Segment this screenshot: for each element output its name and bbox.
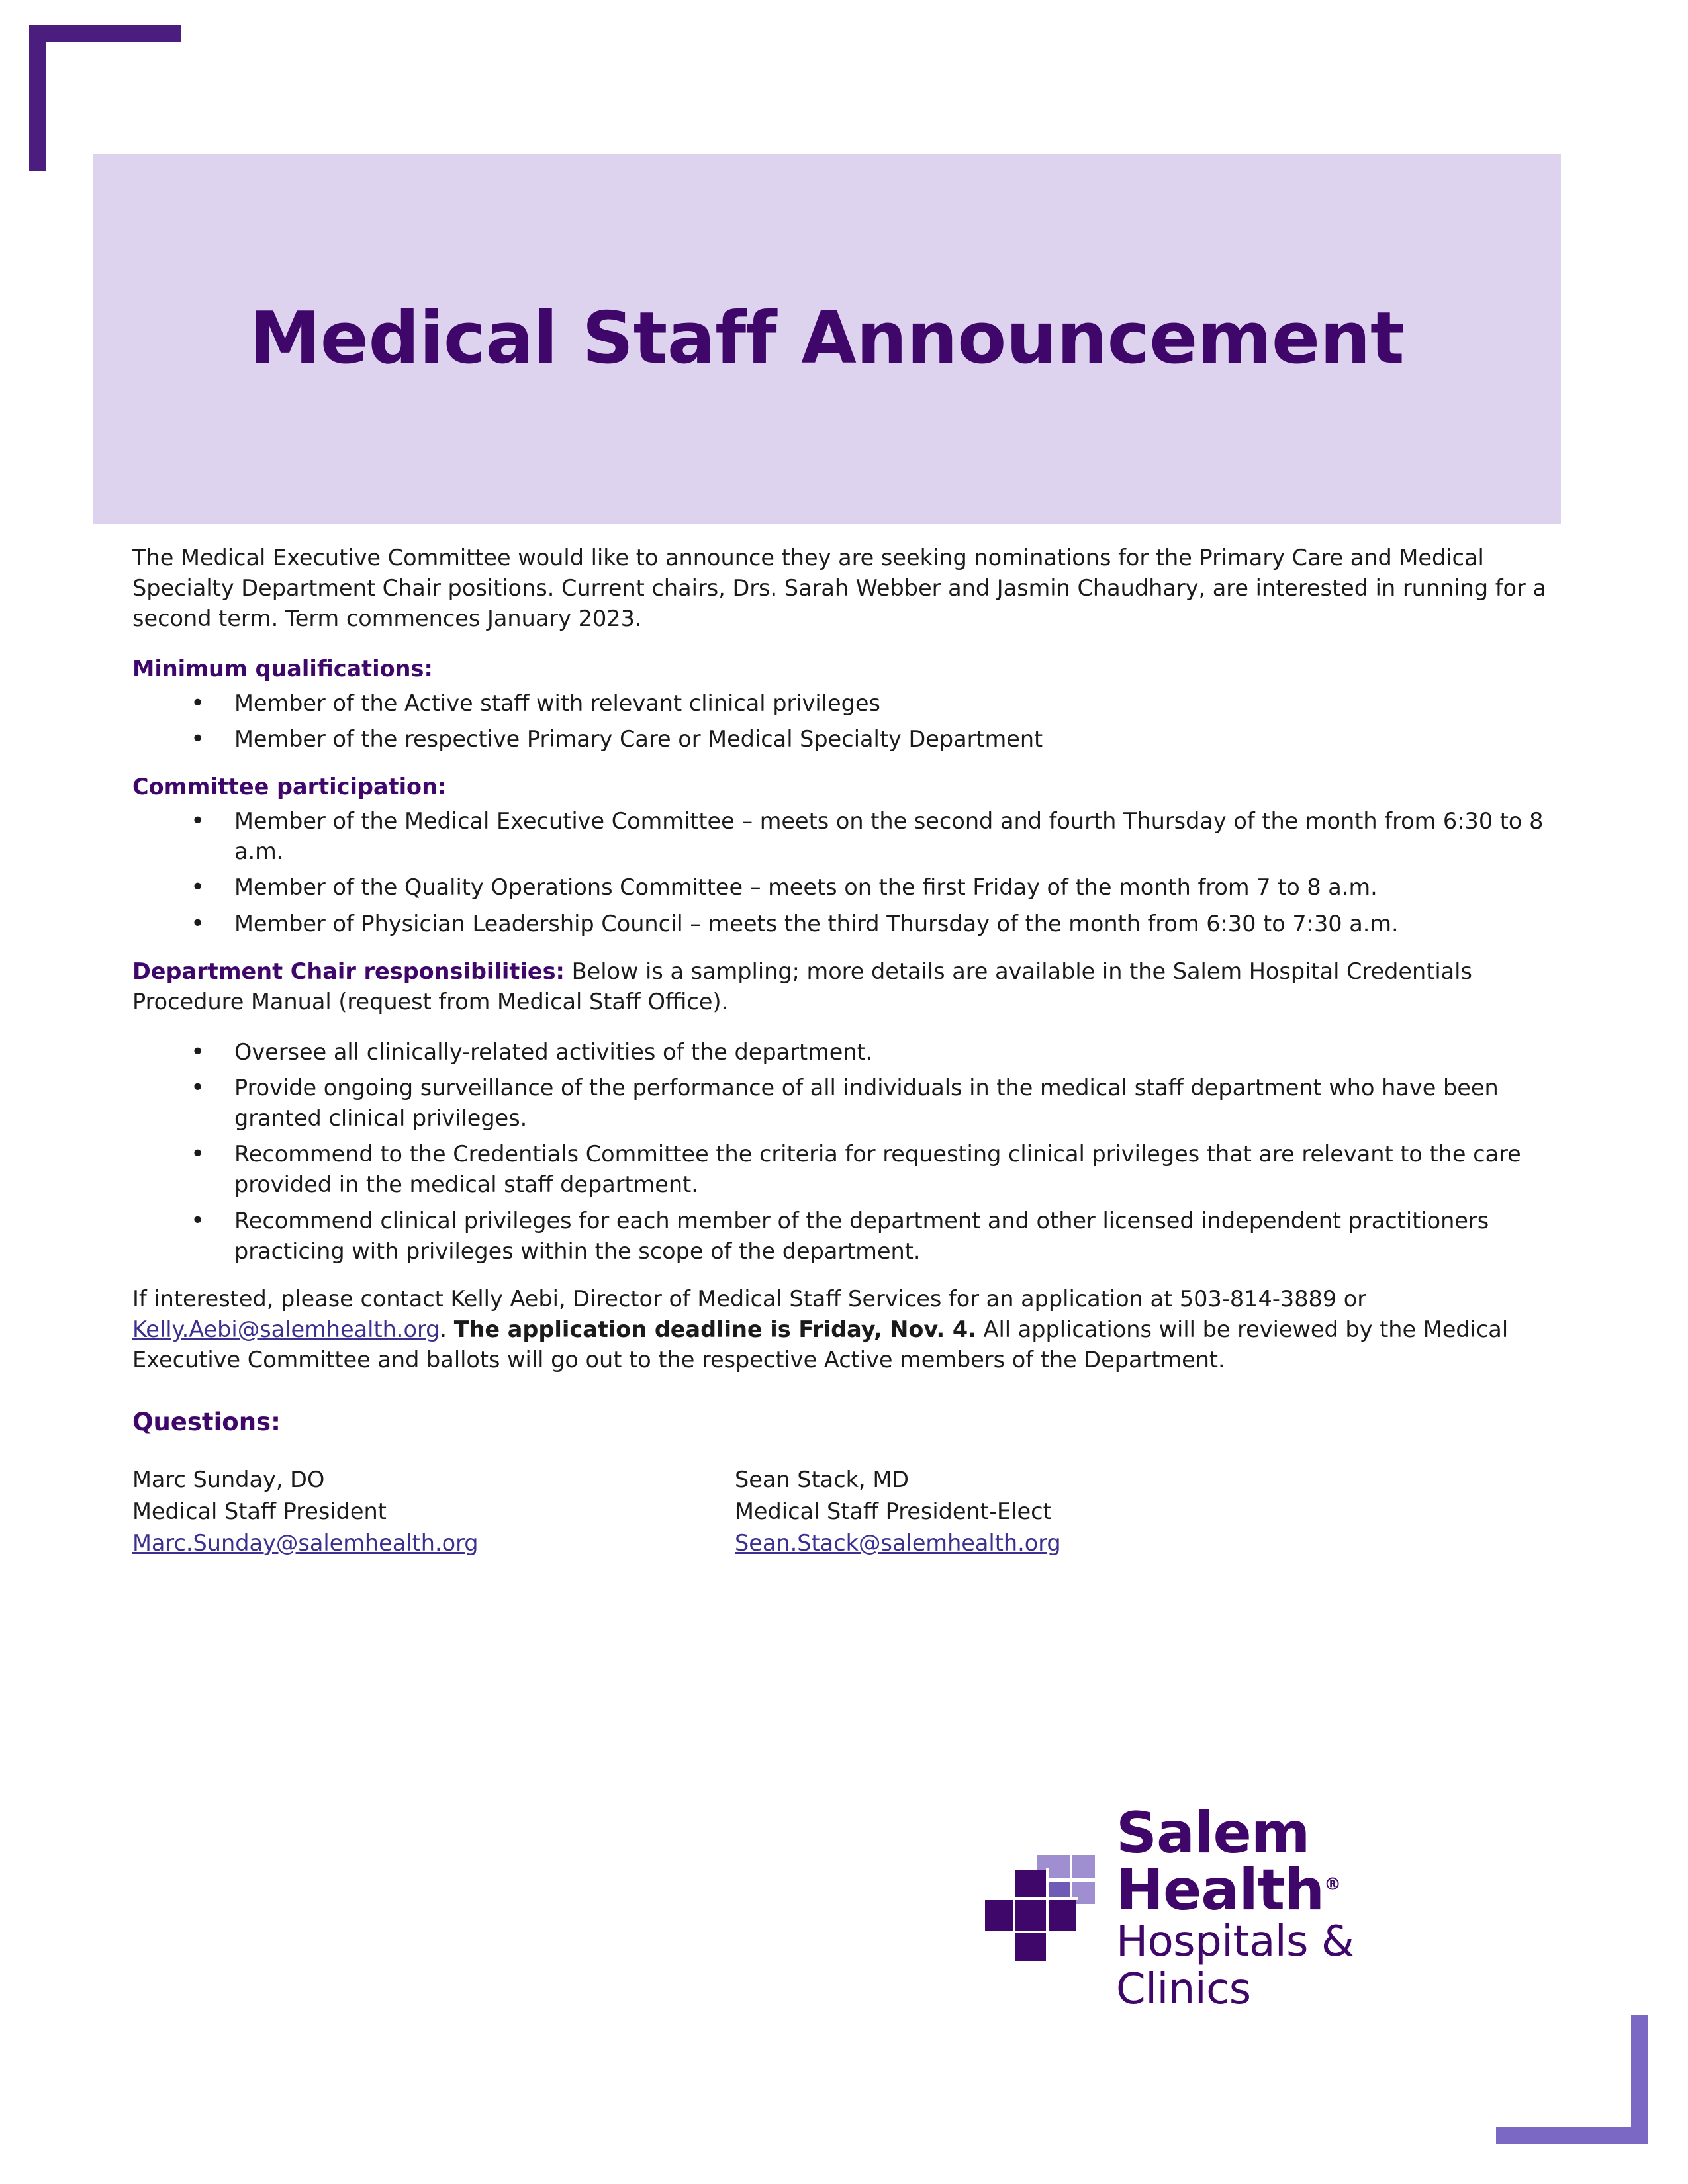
contact-paragraph	[132, 1284, 1562, 1375]
responsibilities-heading: Department Chair responsibilities:	[132, 958, 565, 984]
committee-participation-heading: Committee participation:	[132, 774, 447, 799]
title-banner	[93, 154, 1561, 524]
minimum-qualifications-heading: Minimum qualifications:	[132, 655, 433, 682]
questions-heading: Questions:	[132, 1407, 281, 1436]
salem-health-logo	[973, 1800, 1489, 2014]
application-deadline: The application deadline is Friday, Nov. 4.	[453, 1316, 976, 1342]
signatory-email-link[interactable]: Sean.Stack@salemhealth.org	[735, 1529, 1061, 1556]
decorative-corner-bottom-right	[1496, 2015, 1648, 2144]
list-item: • Member of the respective Primary Care or Medical Specialty Department	[191, 724, 1562, 754]
minimum-qualifications-list	[132, 688, 1562, 754]
decorative-corner-top-left	[29, 25, 181, 171]
responsibilities-list	[132, 1037, 1562, 1267]
contact-text-part-3: All applications will be reviewed by the Medical Executive Committee and ballots will go out to the respective Active members of the Department.	[132, 1316, 1509, 1373]
signatory-role: Medical Staff President-Elect	[735, 1498, 1052, 1524]
list-item: • Member of the Active staff with relevant clinical privileges	[191, 688, 1562, 719]
list-item: • Member of Physician Leadership Council – meets the third Thursday of the month from 6:30 to 7:30 a.m.	[191, 909, 1562, 939]
logo-wordmark	[1116, 1800, 1489, 2014]
signature-left	[132, 1464, 695, 1559]
signature-right	[695, 1464, 1258, 1559]
intro-paragraph: The Medical Executive Committee would like to announce they are seeking nominations for the Primary Care and Medical Specialty Department Chair positions. Current chairs, Drs. Sarah Webber and Jasmin Chaudhary, are interested in running for a second term. Term commences January 2023.	[132, 545, 1546, 631]
signatory-role: Medical Staff President	[132, 1498, 387, 1524]
signatory-name: Marc Sunday, DO	[132, 1467, 325, 1493]
logo-primary-text: Salem Health	[1116, 1800, 1325, 1924]
contact-text-part-2: .	[440, 1316, 454, 1342]
signature-block	[132, 1464, 1258, 1559]
list-item: • Member of the Medical Executive Committee – meets on the second and fourth Thursday of the month from 6:30 to 8 a.m.	[191, 806, 1562, 867]
list-item: • Oversee all clinically-related activities of the department.	[191, 1037, 1562, 1068]
list-item: • Member of the Quality Operations Committee – meets on the first Friday of the month from 7 to 8 a.m.	[191, 872, 1562, 903]
logo-line-2: Hospitals & Clinics	[1116, 1917, 1354, 2014]
signatory-name: Sean Stack, MD	[735, 1467, 910, 1493]
salem-health-cross-icon	[973, 1850, 1099, 1969]
logo-line-1	[1116, 1800, 1489, 1924]
list-item: • Recommend to the Credentials Committee the criteria for requesting clinical privileges that are relevant to the care provided in the medical staff department.	[191, 1139, 1562, 1200]
page-title: Medical Staff Announcement	[249, 296, 1405, 380]
kelly-aebi-email-link[interactable]: Kelly.Aebi@salemhealth.org	[132, 1316, 440, 1342]
committee-participation-list	[132, 806, 1562, 939]
contact-text-part-1: If interested, please contact Kelly Aebi, Director of Medical Staff Services for an application at 503-814-3889 or	[132, 1286, 1367, 1312]
signatory-email-link[interactable]: Marc.Sunday@salemhealth.org	[132, 1529, 479, 1556]
list-item: • Provide ongoing surveillance of the performance of all individuals in the medical staff department who have been granted clinical privileges.	[191, 1073, 1562, 1134]
responsibilities-paragraph	[132, 956, 1562, 1017]
responsibilities-lead: Below is a sampling; more details are available in the Salem Hospital Credentials Procedure Manual (request from Medical Staff Office).	[132, 958, 1472, 1015]
document-body	[132, 543, 1562, 1559]
list-item: • Recommend clinical privileges for each member of the department and other licensed independent practitioners practicing with privileges within the scope of the department.	[191, 1206, 1562, 1267]
registered-trademark-icon: ®	[1324, 1874, 1341, 1895]
